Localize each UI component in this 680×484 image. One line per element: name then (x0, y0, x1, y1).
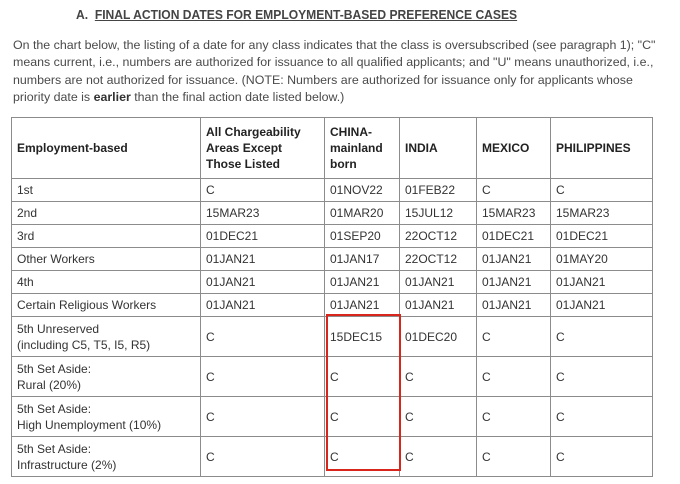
cell-india: 01JAN21 (400, 271, 477, 294)
row-category (12, 357, 201, 397)
table-row (12, 317, 653, 357)
cell-india: C (400, 437, 477, 477)
cell-mexico: C (477, 437, 551, 477)
row-category: 4th (12, 271, 201, 294)
row-category: Other Workers (12, 248, 201, 271)
header-china: CHINA-mainland born (325, 118, 400, 179)
category-line-2: (including C5, T5, I5, R5) (17, 337, 151, 352)
cell-india: C (400, 357, 477, 397)
cell-mexico: 01DEC21 (477, 225, 551, 248)
header-mexico: MEXICO (477, 118, 551, 179)
table-header-row (12, 118, 653, 179)
cell-china: 01JAN17 (325, 248, 400, 271)
table-row (12, 179, 653, 202)
category-line-1: 5th Unreserved (17, 321, 100, 336)
cell-all-areas: C (201, 317, 325, 357)
cell-philippines: 01DEC21 (551, 225, 653, 248)
intro-text-1: On the chart below, the listing of a date for any class indicates that the class is oversubscribed (see paragraph 1); "C" means current, i.e., numbers are authorized for issuance to all qualified applicants; and "U" means unauthorized, i.e., numbers are not authorized for issuance. (NOTE: Numbers are authorized for issuance only for applicants whose priority date is (13, 38, 656, 105)
intro-text-2: than the final action date listed below.) (130, 90, 345, 105)
cell-china: C (325, 437, 400, 477)
header-india: INDIA (400, 118, 477, 179)
section-letter: A. (76, 7, 89, 22)
cell-mexico: C (477, 397, 551, 437)
cell-mexico: 01JAN21 (477, 294, 551, 317)
cell-china: 01JAN21 (325, 271, 400, 294)
cell-mexico: 01JAN21 (477, 248, 551, 271)
category-line-2: Rural (20%) (17, 377, 82, 392)
cell-china: 15DEC15 (325, 317, 400, 357)
section-title: FINAL ACTION DATES FOR EMPLOYMENT-BASED PREFERENCE CASES (94, 7, 518, 22)
row-category (12, 397, 201, 437)
table-row (12, 202, 653, 225)
cell-philippines: 01MAY20 (551, 248, 653, 271)
cell-philippines: 15MAR23 (551, 202, 653, 225)
cell-philippines: 01JAN21 (551, 271, 653, 294)
row-category: 3rd (12, 225, 201, 248)
category-line-1: 5th Set Aside: (17, 441, 92, 456)
cell-india: 01JAN21 (400, 294, 477, 317)
cell-all-areas: C (201, 357, 325, 397)
cell-all-areas: 01DEC21 (201, 225, 325, 248)
cell-mexico: C (477, 317, 551, 357)
cell-all-areas: 15MAR23 (201, 202, 325, 225)
cell-mexico: C (477, 179, 551, 202)
cell-india: 22OCT12 (400, 225, 477, 248)
table-row (12, 437, 653, 477)
table-row (12, 397, 653, 437)
category-line-2: Infrastructure (2%) (17, 457, 117, 472)
row-category: Certain Religious Workers (12, 294, 201, 317)
cell-philippines: C (551, 357, 653, 397)
cell-all-areas: 01JAN21 (201, 271, 325, 294)
cell-china: 01SEP20 (325, 225, 400, 248)
header-philippines: PHILIPPINES (551, 118, 653, 179)
cell-china: C (325, 397, 400, 437)
table-row (12, 357, 653, 397)
cell-india: 01FEB22 (400, 179, 477, 202)
cell-philippines: C (551, 397, 653, 437)
cell-india: 22OCT12 (400, 248, 477, 271)
cell-all-areas: 01JAN21 (201, 248, 325, 271)
category-line-2: High Unemployment (10%) (17, 417, 162, 432)
table-row (12, 248, 653, 271)
row-category (12, 437, 201, 477)
cell-india: C (400, 397, 477, 437)
row-category: 1st (12, 179, 201, 202)
cell-mexico: C (477, 357, 551, 397)
header-all-chargeability: All Chargeability Areas Except Those Listed (201, 118, 325, 179)
cell-mexico: 01JAN21 (477, 271, 551, 294)
cell-china: 01JAN21 (325, 294, 400, 317)
cell-all-areas: C (201, 397, 325, 437)
cell-all-areas: C (201, 179, 325, 202)
table-row (12, 225, 653, 248)
cell-mexico: 15MAR23 (477, 202, 551, 225)
category-line-1: 5th Set Aside: (17, 361, 92, 376)
cell-china: 01MAR20 (325, 202, 400, 225)
table-row (12, 271, 653, 294)
cell-all-areas: C (201, 437, 325, 477)
table-row (12, 294, 653, 317)
intro-paragraph (13, 37, 673, 107)
row-category (12, 317, 201, 357)
cell-philippines: 01JAN21 (551, 294, 653, 317)
final-action-dates-table (11, 117, 653, 477)
cell-china: 01NOV22 (325, 179, 400, 202)
intro-emphasis: earlier (93, 90, 131, 105)
category-line-1: 5th Set Aside: (17, 401, 92, 416)
header-employment-based: Employment-based (12, 118, 201, 179)
row-category: 2nd (12, 202, 201, 225)
cell-china: C (325, 357, 400, 397)
cell-india: 15JUL12 (400, 202, 477, 225)
section-heading (76, 7, 517, 22)
cell-all-areas: 01JAN21 (201, 294, 325, 317)
cell-india: 01DEC20 (400, 317, 477, 357)
cell-philippines: C (551, 437, 653, 477)
cell-philippines: C (551, 179, 653, 202)
cell-philippines: C (551, 317, 653, 357)
